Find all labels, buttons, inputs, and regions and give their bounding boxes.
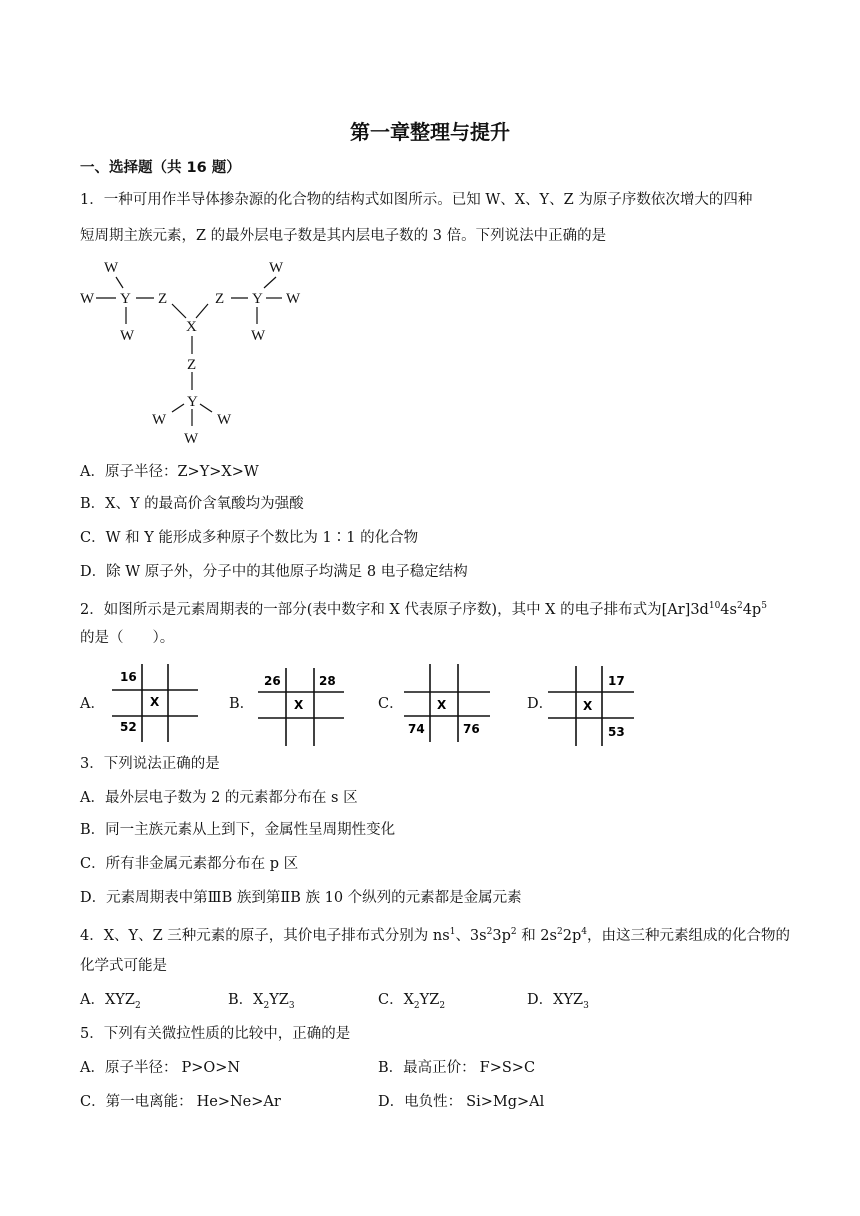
q3-option-d[interactable]: D．元素周期表中第ⅢB 族到第ⅡB 族 10 个纵列的元素都是金属元素 <box>80 890 522 906</box>
atom-x: X <box>186 319 197 335</box>
atom-w: W <box>120 328 135 344</box>
page-title: 第一章整理与提升 <box>350 120 510 144</box>
q4-option-b[interactable]: B．$X_2YZ_3$ <box>228 992 295 1011</box>
q2-option-d-grid[interactable] <box>548 666 634 750</box>
q3-option-c[interactable]: C．所有非金属元素都分布在 p 区 <box>80 856 299 872</box>
grid-x: X <box>437 698 447 712</box>
grid-number: 28 <box>319 674 336 688</box>
q2-option-a-grid[interactable] <box>112 664 198 746</box>
atom-w: W <box>251 328 266 344</box>
q2-option-b-label[interactable]: B． <box>229 696 255 712</box>
q1-stem-line1: 1．一种可用作半导体掺杂源的化合物的结构式如图所示。已知 W、X、Y、Z 为原子序数依次增大的四种 <box>80 192 753 208</box>
q2-option-c-grid[interactable] <box>404 664 490 746</box>
q2-option-b-grid[interactable] <box>258 668 344 750</box>
atom-y: Y <box>252 291 263 307</box>
grid-number: 17 <box>608 674 625 688</box>
atom-w: W <box>80 291 95 307</box>
q5-option-a[interactable]: A．原子半径： P>O>N <box>80 1060 241 1076</box>
grid-number: 76 <box>463 722 480 736</box>
q4-option-d[interactable]: D．$XYZ_3$ <box>527 992 589 1011</box>
atom-z: Z <box>187 357 197 373</box>
grid-number: 74 <box>408 722 425 736</box>
grid-x: X <box>583 699 593 713</box>
q1-stem-line2: 短周期主族元素，Z 的最外层电子数是其内层电子数的 3 倍。下列说法中正确的是 <box>80 228 607 244</box>
atom-w: W <box>184 431 199 447</box>
grid-number: 16 <box>120 670 137 684</box>
q1-structural-formula <box>76 254 316 450</box>
q4-stem-line1: 4．X、Y、Z 三种元素的原子，其价电子排布式分别为 $ns^1$、$3s^23p^2$ 和 $2s^22p^4$，由这三种元素组成的化合物的 <box>80 927 790 944</box>
atom-w: W <box>269 260 284 276</box>
atom-w: W <box>104 260 119 276</box>
q5-option-d[interactable]: D．电负性： Si>Mg>Al <box>378 1094 545 1110</box>
atom-y: Y <box>120 291 131 307</box>
grid-number: 53 <box>608 725 625 739</box>
q5-stem: 5．下列有关微拉性质的比较中，正确的是 <box>80 1026 351 1042</box>
q4-stem-line2: 化学式可能是 <box>80 958 167 974</box>
q1-option-a[interactable]: A．原子半径：Z>Y>X>W <box>80 464 259 480</box>
q3-stem: 3．下列说法正确的是 <box>80 756 220 772</box>
q2-option-d-label[interactable]: D． <box>527 696 554 712</box>
q1-option-d[interactable]: D．除 W 原子外，分子中的其他原子均满足 8 电子稳定结构 <box>80 564 468 580</box>
q1-option-c[interactable]: C．W 和 Y 能形成多种原子个数比为 1∶1 的化合物 <box>80 530 419 546</box>
atom-z: Z <box>158 291 168 307</box>
grid-number: 26 <box>264 674 281 688</box>
q2-option-c-label[interactable]: C． <box>378 696 404 712</box>
section-heading: 一、选择题（共 16 题） <box>80 160 241 176</box>
q2-stem-line1: 2．如图所示是元素周期表的一部分(表中数字和 X 代表原子序数)，其中 X 的电子排布式为$[Ar]3d^{10}4s^24p^5$ <box>80 601 767 618</box>
q5-option-c[interactable]: C．第一电离能： He>Ne>Ar <box>80 1094 281 1110</box>
atom-w: W <box>217 412 232 428</box>
q5-option-b[interactable]: B．最高正价： F>S>C <box>378 1060 536 1076</box>
atom-w: W <box>152 412 167 428</box>
q3-option-a[interactable]: A．最外层电子数为 2 的元素都分布在 s 区 <box>80 790 358 806</box>
atom-w: W <box>286 291 301 307</box>
q4-option-c[interactable]: C．$X_2YZ_2$ <box>378 992 446 1011</box>
grid-x: X <box>150 695 160 709</box>
atom-y: Y <box>187 394 198 410</box>
q2-stem-line2: 的是（ ）。 <box>80 630 175 646</box>
atom-z: Z <box>215 291 225 307</box>
grid-x: X <box>294 698 304 712</box>
grid-number: 52 <box>120 720 137 734</box>
q4-option-a[interactable]: A．$XYZ_2$ <box>80 992 141 1011</box>
q1-option-b[interactable]: B．X、Y 的最高价含氧酸均为强酸 <box>80 496 304 512</box>
q2-option-a-label[interactable]: A． <box>80 696 105 712</box>
q3-option-b[interactable]: B．同一主族元素从上到下，金属性呈周期性变化 <box>80 822 396 838</box>
